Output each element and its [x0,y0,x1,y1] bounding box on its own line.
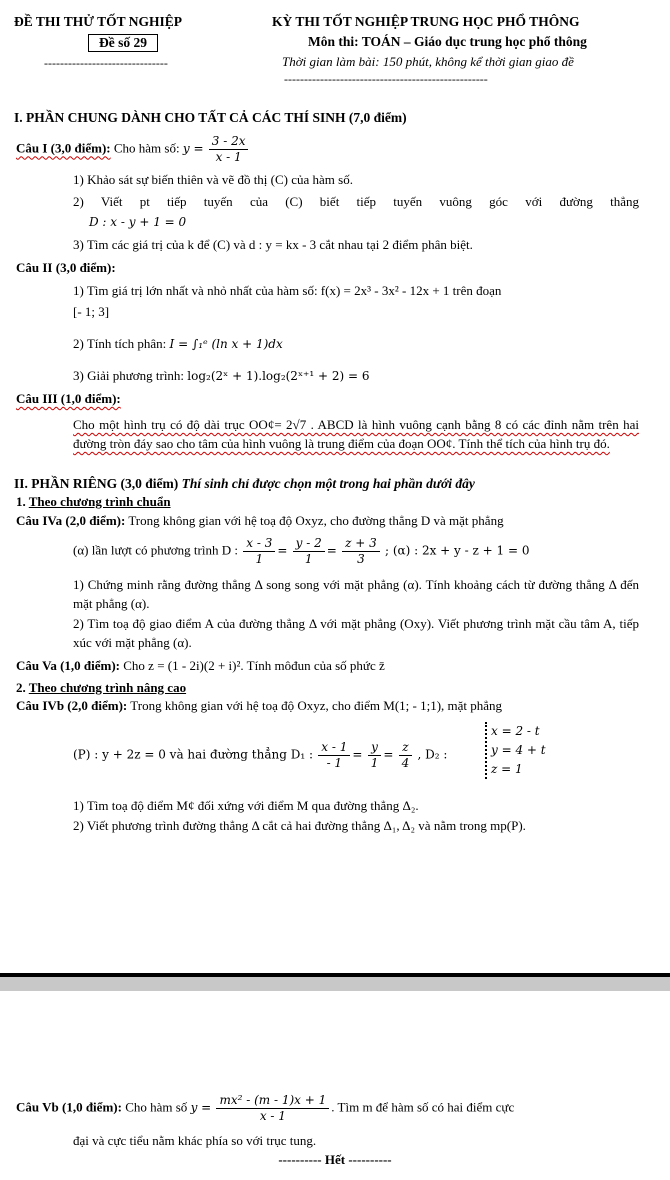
q5b-label: Câu Vb (1,0 điểm): [16,1099,122,1115]
q4a-f2-den: 1 [304,552,313,566]
q5b-fraction [216,1093,329,1124]
std-heading-num: 1. [16,494,26,509]
q1-func-num: 3 - 2x [209,134,249,150]
d1-f2-den: 1 [370,756,379,770]
q1-item2-line: D : x - y + 1 = 0 [89,215,187,229]
q1-func-fraction [209,134,249,165]
q3-body: Cho một hình trụ có độ dài trục OO¢= 2√7 . ABCD là hình vuông cạnh bằng 8 có các đỉnh nằm trên hai đường tròn đáy sao cho tâm của hình vuông là trung điểm của đoạn OO¢. Tính thể tích của hình trụ đó. [73,417,639,451]
subject-line: Môn thi: TOÁN – Giáo dục trung học phổ thông [308,34,587,49]
d1-frac-x [318,740,350,771]
end-mark [0,1152,670,1168]
d1-f1-num: x - 1 [318,740,350,756]
part2-note: Thí sinh chỉ được chọn một trong hai phần dưới đây [181,476,475,491]
q4a-line2: (α) lần lượt có phương trình D : $\frac{x - 3}{1}$ = $\frac{y - 2}{1}$ = $\frac{z + 3}{3}$ ; (α) : 2x + y - z + 1 = 0 [73,536,530,566]
header-left-rule: ------------------------------- [44,56,168,70]
q5b-line2: đại và cực tiểu nằm khác phía so với trục tung. [73,1133,317,1148]
q4a-intro: Trong không gian với hệ toạ độ Oxyz, cho đường thẳng D và mặt phẳng [128,513,504,528]
q4a-f3-num: z + 3 [342,536,380,552]
q5b-num: mx² - (m - 1)x + 1 [216,1093,329,1109]
q1-func-den: x - 1 [215,150,242,164]
q1-item2: 2) Viết pt tiếp tuyến của (C) biết tiếp tuyến vuông góc với đường thẳng [73,194,639,209]
q1-intro: Cho hàm số: [113,140,180,156]
page-break-bar [0,977,670,991]
d2-eq-x: x = 2 - t [491,724,540,738]
q4a-line1 [16,513,504,529]
q4a-plane-equation: ; (α) : 2x + y - z + 1 = 0 [384,543,530,558]
q4b-line1 [16,698,502,714]
part1-title: I. PHẦN CHUNG DÀNH CHO TẤT CẢ CÁC THÍ SINH (7,0 điểm) [14,110,407,125]
q5a-label: Câu Va (1,0 điểm): [16,658,121,673]
q1-item3: 3) Tìm các giá trị của k để (C) và d : y = kx - 3 cắt nhau tại 2 điểm phân biệt. [73,237,473,252]
q2-item3-text: 3) Giải phương trình: [73,368,185,383]
adv-heading-num: 2. [16,680,26,695]
adv-heading-text: Theo chương trình nâng cao [28,680,187,695]
q4a-frac-z [342,536,380,567]
std-heading [16,494,171,510]
q4b-item2: 2) Viết phương trình đường thẳng Δ cắt cả hai đường thẳng Δ₁, Δ₂ và nằm trong mp(P). [73,818,526,833]
q5b-lhs: y = [190,1100,212,1115]
q4a-frac-y [293,536,325,567]
d1-frac-y [368,740,382,771]
q5b-den: x - 1 [259,1109,286,1123]
q2-item3-equation: log₂(2ˣ + 1).log₂(2ˣ⁺¹ + 2) = 6 [187,369,370,383]
q4a-label: Câu IVa (2,0 điểm): [16,513,126,528]
adv-heading [16,680,186,696]
d1-f2-num: y [368,740,382,756]
q4a-item1: 1) Chứng minh rằng đường thẳng Δ song song với mặt phẳng (α). Tính khoảng cách từ đường thẳng Δ đến mặt phẳng (α). [73,577,639,611]
d2-eq-z: z = 1 [491,762,523,776]
d1-frac-z [399,740,413,771]
q1-item1: 1) Khảo sát sự biến thiên và vẽ đồ thị (C) của hàm số. [73,172,353,187]
d2-system [485,722,546,779]
header-left-title: ĐỀ THI THỬ TỐT NGHIỆP [14,14,183,29]
part2-title-line [14,476,475,492]
q1-label: Câu I (3,0 điểm): [16,140,111,156]
q4b-item1: 1) Tìm toạ độ điểm M¢ đối xứng với điểm M qua đường thẳng Δ₂. [73,798,419,813]
part2-title: II. PHẦN RIÊNG (3,0 điểm) [14,476,179,491]
d1-f3-num: z [399,740,413,756]
q5b-rest: . Tìm m để hàm số có hai điểm cực [331,1099,515,1115]
d2-eq-y: y = 4 + t [491,743,546,757]
d1-f3-den: 4 [401,756,410,770]
q5b-line1 [16,1093,514,1124]
q4b-plane: (P) : y + 2z = 0 và hai đường thẳng D₁ : [73,747,314,762]
q4a-f1-den: 1 [255,552,264,566]
q2-label: Câu II (3,0 điểm): [16,260,116,275]
q4a-f2-num: y - 2 [293,536,325,552]
q4b-intro: Trong không gian với hệ toạ độ Oxyz, cho điểm M(1; - 1;1), mặt phẳng [130,698,503,713]
q5b-intro: Cho hàm số [125,1099,188,1115]
q1-func-lhs: y = [182,141,204,156]
q2-item1-domain: [- 1; 3] [73,304,110,319]
q2-item2-integral: I = ∫₁ᵉ (ln x + 1)dx [169,337,283,351]
q3-label: Câu III (1,0 điểm): [16,391,121,406]
q2-item1: 1) Tìm giá trị lớn nhất và nhỏ nhất của hàm số: f(x) = 2x³ - 3x² - 12x + 1 trên đoạn [73,283,502,298]
q4b-label: Câu IVb (2,0 điểm): [16,698,128,713]
q4a-line2-text: (α) lần lượt có phương trình D : [73,542,238,558]
q2-item2-text: 2) Tính tích phân: [73,336,167,351]
std-heading-text: Theo chương trình chuẩn [28,494,171,509]
d2-label: , D₂ : [417,747,448,762]
q5a-body: Cho z = (1 - 2i)(2 + i)². Tính môđun của số phức z̄ [123,658,385,673]
q4a-f3-den: 3 [357,552,365,566]
q4a-frac-x [243,536,275,567]
q2-item3 [73,368,370,384]
end-mark-text: ---------- Hết ---------- [278,1152,392,1167]
q4b-line2: (P) : y + 2z = 0 và hai đường thẳng D₁ : $\frac{x - 1}{- 1}$ = $\frac{y}{1}$ = $\frac{z}{4}$ , D₂ : [73,740,448,770]
q5a-line [16,658,385,674]
q2-item2 [73,336,283,352]
q1-line [16,134,250,165]
time-line: Thời gian làm bài: 150 phút, không kể thời gian giao đề [282,54,574,69]
q4a-item2: 2) Tìm toạ độ giao điểm A của đường thẳng Δ với mặt phẳng (Oxy). Viết phương trình mặt cầu tâm A, tiếp xúc với mặt phẳng (α). [73,616,639,650]
exam-number-box: Đề số 29 [88,34,158,52]
q4a-f1-num: x - 3 [243,536,275,552]
header-right-title: KỲ THI TỐT NGHIỆP TRUNG HỌC PHỔ THÔNG [272,14,580,29]
d1-f1-den: - 1 [326,756,343,770]
header-right-rule: --------------------------------------------------- [284,72,488,86]
